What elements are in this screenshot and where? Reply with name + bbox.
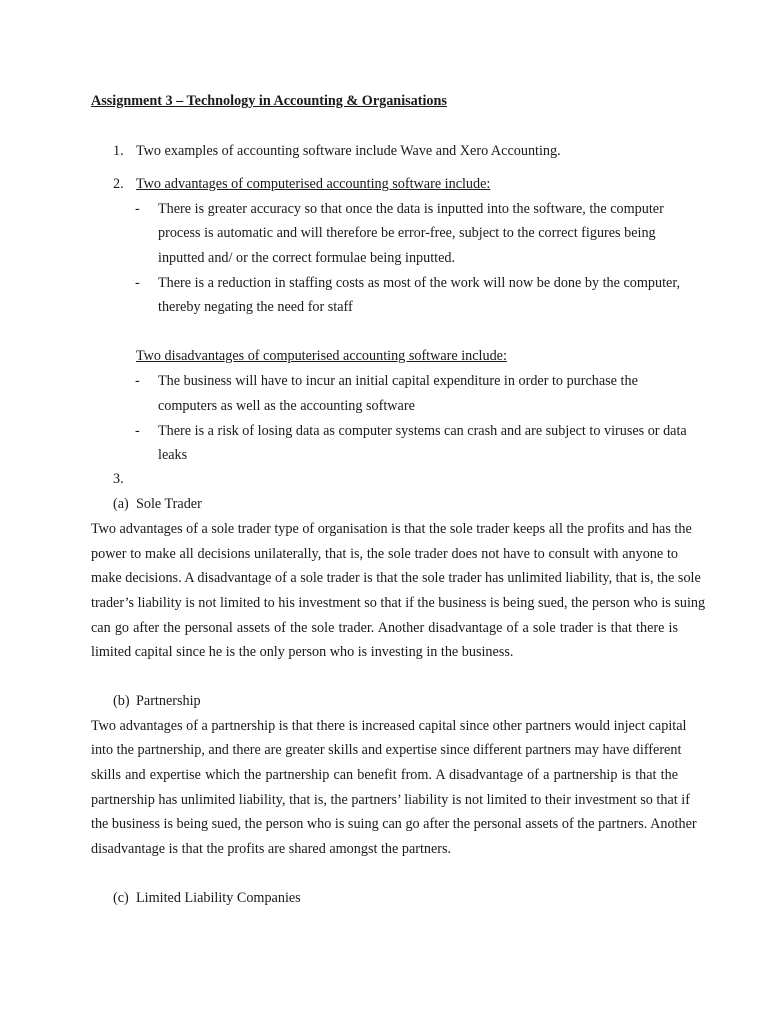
q2-disadvantages-heading: Two disadvantages of computerised accounting software include: bbox=[136, 348, 507, 364]
bullet-dash: - bbox=[135, 373, 140, 389]
q3b-heading: Partnership bbox=[136, 693, 201, 709]
q1-number: 1. bbox=[113, 143, 124, 159]
disadv-item-1-line-1: The business will have to incur an initial capital expenditure in order to purchase the bbox=[158, 373, 638, 389]
q3a-label: (a) bbox=[113, 496, 129, 512]
q3a-paragraph-line: make decisions. A disadvantage of a sole trader is that the sole trader has unlimited liability, that is, the sole bbox=[91, 570, 701, 586]
q3c-heading: Limited Liability Companies bbox=[136, 890, 301, 906]
q3a-paragraph-line: can go after the personal assets of the sole trader. Another disadvantage of a sole trader is that there is bbox=[91, 620, 678, 636]
q3a-paragraph-line: limited capital since he is the only person who is investing in the business. bbox=[91, 644, 514, 660]
q3b-paragraph-line: skills and expertise which the partnership can benefit from. A disadvantage of a partnership is that the bbox=[91, 767, 678, 783]
page-title: Assignment 3 – Technology in Accounting & Organisations bbox=[91, 93, 447, 109]
adv-item-2-line-2: thereby negating the need for staff bbox=[158, 299, 353, 315]
q3b-paragraph-line: partnership has unlimited liability, that is, the partners’ liability is not limited to their investment so that if bbox=[91, 792, 690, 808]
q3b-label: (b) bbox=[113, 693, 130, 709]
q3-number: 3. bbox=[113, 471, 124, 487]
adv-item-1-line-2: process is automatic and will therefore be error-free, subject to the correct figures being bbox=[158, 225, 656, 241]
bullet-dash: - bbox=[135, 275, 140, 291]
disadv-item-2-line-1: There is a risk of losing data as computer systems can crash and are subject to viruses or data bbox=[158, 423, 687, 439]
adv-item-1-line-3: inputted and/ or the correct formulae being inputted. bbox=[158, 250, 456, 266]
q3a-heading: Sole Trader bbox=[136, 496, 202, 512]
q3b-paragraph-line: Two advantages of a partnership is that there is increased capital since other partners would inject capital bbox=[91, 718, 687, 734]
bullet-dash: - bbox=[135, 201, 140, 217]
q3b-paragraph-line: the business is being sued, the person who is suing can go after the personal assets of the partners. Another bbox=[91, 816, 697, 832]
q3a-paragraph-line: trader’s liability is not limited to his investment so that if the business is being sued, the person who is suing bbox=[91, 595, 706, 611]
q3b-paragraph-line: disadvantage is that the profits are shared amongst the partners. bbox=[91, 841, 452, 857]
disadv-item-1-line-2: computers as well as the accounting software bbox=[158, 398, 415, 414]
adv-item-2-line-1: There is a reduction in staffing costs as most of the work will now be done by the computer, bbox=[158, 275, 681, 291]
q3c-label: (c) bbox=[113, 890, 129, 906]
q2-advantages-heading: Two advantages of computerised accounting software include: bbox=[136, 176, 491, 192]
disadv-item-2-line-2: leaks bbox=[158, 447, 188, 463]
q3a-paragraph-line: Two advantages of a sole trader type of organisation is that the sole trader keeps all the profits and has the bbox=[91, 521, 692, 537]
q3b-paragraph-line: into the partnership, and there are greater skills and expertise since different partners may have different bbox=[91, 742, 682, 758]
q3a-paragraph-line: power to make all decisions unilaterally, that is, the sole trader does not have to consult with anyone to bbox=[91, 546, 678, 562]
q1-text: Two examples of accounting software include Wave and Xero Accounting. bbox=[136, 143, 561, 159]
q2-number: 2. bbox=[113, 176, 124, 192]
bullet-dash: - bbox=[135, 423, 140, 439]
adv-item-1-line-1: There is greater accuracy so that once the data is inputted into the software, the computer bbox=[158, 201, 664, 217]
